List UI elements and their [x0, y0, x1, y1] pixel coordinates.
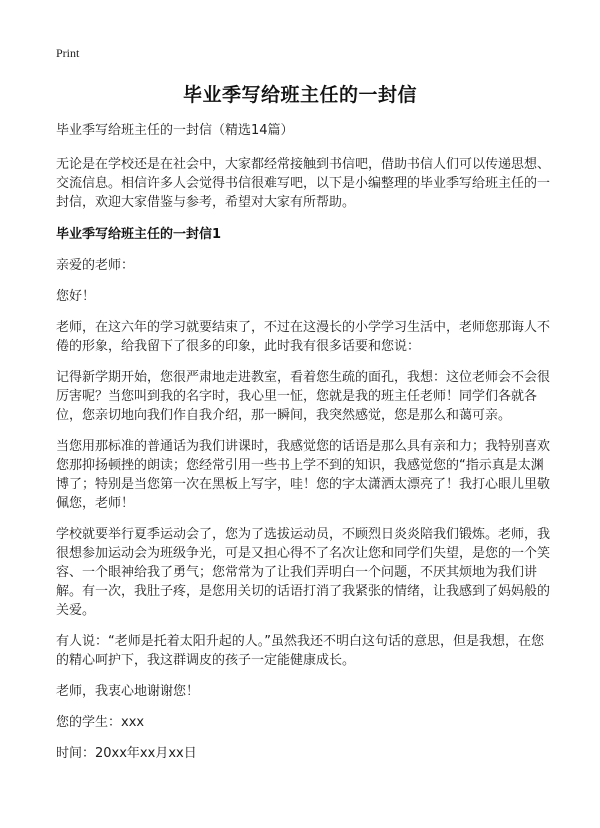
letter-paragraph: 有人说：“老师是托着太阳升起的人。”虽然我还不明白这句话的意思，但是我想，在您的精心呵护下，我这群调皮的孩子一定能健康成长。 — [56, 634, 544, 668]
section-heading: 毕业季写给班主任的一封信1 — [56, 227, 222, 242]
letter-paragraph: 当您用那标准的普通话为我们讲课时，我感觉您的话语是那么具有亲和力；我特别喜欢您那抑扬顿挫的朗读；您经常引用一些书上学不到的知识，我感觉您的“指示真是太渊博了；特别是当您第一次在黑板上写字，哇！您的字太潇洒太漂亮了！我打心眼儿里敬佩您，老师！ — [56, 439, 551, 511]
letter-signature: 您的学生：xxx — [56, 715, 145, 730]
letter-paragraph: 学校就要举行夏季运动会了，您为了选拔运动员，不顾烈日炎炎陪我们锻炼。老师，我很想参加运动会为班级争光，可是又担心得不了名次让您和同学们失望，是您的一个笑容、一个眼神给我了勇气；您常常为了让我们弄明白一个问题，不厌其烦地为我们讲解。有一次，我肚子疼，是您用关切的话语打消了我紧张的情绪，让我感到了妈妈般的关爱。 — [56, 527, 551, 618]
letter-closing: 老师，我衷心地谢谢您！ — [56, 684, 200, 699]
document-body — [56, 121, 556, 763]
letter-greeting: 您好！ — [56, 289, 96, 304]
document-subtitle: 毕业季写给班主任的一封信（精选14篇） — [56, 123, 294, 138]
letter-paragraph: 老师，在这六年的学习就要结束了，不过在这漫长的小学学习生活中，老师您那诲人不倦的形象，给我留下了很多的印象，此时我有很多话要和您说： — [56, 320, 551, 354]
print-link[interactable]: Print — [56, 46, 80, 60]
document-title: 毕业季写给班主任的一封信 — [182, 84, 417, 106]
intro-paragraph: 无论是在学校还是在社会中，大家都经常接触到书信吧，借助书信人们可以传递思想、交流信息。相信许多人会觉得书信很难写吧，以下是小编整理的毕业季写给班主任的一封信，欢迎大家借鉴与参考，希望对大家有所帮助。 — [56, 157, 551, 210]
letter-salutation: 亲爱的老师： — [56, 258, 135, 273]
letter-paragraph: 记得新学期开始，您很严肃地走进教室，看着您生疏的面孔，我想：这位老师会不会很厉害呢？当您叫到我的名字时，我心里一怔，您就是我的班主任老师！同学们各就各位，您亲切地向我们作自我介绍，那一瞬间，我突然感觉，您是那么和蔼可亲。 — [56, 370, 551, 423]
letter-date: 时间：20xx年xx月xx日 — [56, 746, 197, 761]
